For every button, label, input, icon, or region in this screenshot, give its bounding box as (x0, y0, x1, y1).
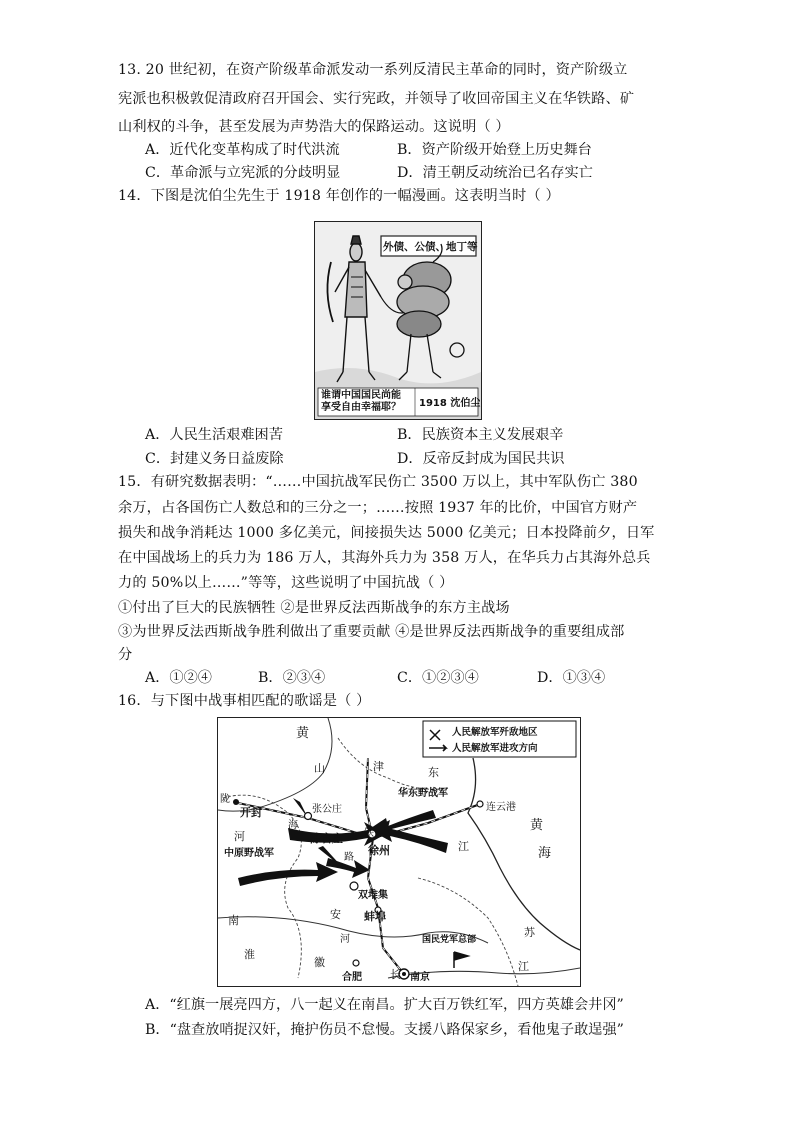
q15-stem-line-1: 15．有研究数据表明：“……中国抗战军民伤亡 3500 万以上，其中军队伤亡 380 (118, 474, 638, 490)
map-label: 海 (538, 846, 552, 861)
q15-item-line-3: 分 (118, 647, 133, 663)
cartoon-figure (314, 221, 482, 420)
q15-stem-line-2: 余万，占各国伤亡人数总和的三分之一；……按照 1937 年的比价，中国官方财产 (118, 500, 638, 516)
q14-stem: 14．下图是沈伯尘先生于 1918 年创作的一幅漫画。这表明当时（ ） (118, 188, 560, 204)
map-label: 徐州 (368, 844, 390, 857)
q13-option-d: D．清王朝反动统治已名存实亡 (397, 165, 593, 181)
map-label: 南 (228, 914, 239, 927)
map-label: 黄 (296, 726, 310, 741)
q15-item-line-1: ①付出了巨大的民族牺牲 ②是世界反法西斯战争的东方主战场 (118, 600, 510, 616)
q13-option-c: C．革命派与立宪派的分歧明显 (145, 165, 341, 181)
map-label: 安 (330, 908, 341, 921)
map-label: 东 (428, 766, 439, 779)
map-label: 陈官庄 (310, 832, 343, 845)
q16-stem: 16．与下图中战事相匹配的歌谣是（ ） (118, 693, 371, 709)
map-label: 海 (288, 820, 298, 831)
map-label: 张公庄 (312, 804, 342, 815)
q15-stem-line-5: 力的 50%以上……”等等，这些说明了中国抗战（ ） (118, 575, 454, 591)
map-label: 国民党军总部 (422, 935, 477, 945)
q15-stem-line-4: 在中国战场上的兵力为 186 万人，其海外兵力为 358 万人，在华兵力占其海外总兵 (118, 550, 651, 566)
map-label: 黄 (530, 818, 544, 833)
huaihai-map-figure (217, 717, 581, 987)
q13-stem-line-1: 13. 20 世纪初，在资产阶级革命派发动一系列反清民主革命的同时，资产阶级立 (118, 62, 628, 78)
map-label: 双堆集 (358, 890, 388, 901)
map-label: 路 (344, 852, 354, 863)
map-label: 陇 (220, 794, 230, 805)
map-label: 华东野战军 (398, 788, 448, 799)
map-label: 铁 (364, 828, 374, 839)
map-label: 长 (390, 968, 401, 981)
map-legend-1: 人民解放军歼敌地区 (452, 727, 538, 738)
cartoon-caption-right: 1918 沈伯尘 (419, 398, 481, 409)
q14-option-b: B．民族资本主义发展艰辛 (397, 427, 564, 443)
map-label: 河 (234, 830, 245, 843)
map-label: 合肥 (342, 972, 362, 983)
q15-item-line-2: ③为世界反法西斯战争胜利做出了重要贡献 ④是世界反法西斯战争的重要组成部 (118, 624, 625, 640)
q14-option-d: D．反帝反封成为国民共识 (397, 451, 565, 467)
map-label: 连云港 (486, 802, 516, 813)
map-label: 南京 (410, 972, 430, 983)
map-label: 开封 (240, 806, 262, 819)
q14-option-a: A．人民生活艰难困苦 (145, 427, 283, 443)
q13-option-b: B．资产阶级开始登上历史舞台 (397, 142, 592, 158)
map-legend-2: 人民解放军进攻方向 (452, 743, 538, 754)
q15-stem-line-3: 损失和战争消耗达 1000 多亿美元，间接损失达 5000 亿美元；日本投降前夕，日军 (118, 525, 655, 541)
map-label: 蚌埠 (364, 910, 386, 923)
map-label: 江 (518, 960, 529, 973)
map-label: 津 (373, 760, 384, 773)
q15-option-c: C．①②③④ (397, 670, 479, 686)
q16-option-a: A．“红旗一展亮四方，八一起义在南昌。扩大百万铁红军，四方英雄会井冈” (145, 997, 624, 1013)
q14-option-c: C．封建义务日益废除 (145, 451, 284, 467)
q16-option-b: B．“盘查放哨捉汉奸，掩护伤员不怠慢。支援八路保家乡，看他鬼子敢逞强” (145, 1022, 624, 1038)
cartoon-caption-left-1: 谁谓中国国民尚能 (321, 390, 401, 401)
cartoon-label-top: 外债、公债、地丁等 (383, 241, 478, 253)
map-label: 徽 (314, 956, 325, 969)
map-label: 河 (340, 934, 350, 945)
q13-stem-line-2: 宪派也积极敦促清政府召开国会、实行宪政，并领导了收回帝国主义在华铁路、矿 (118, 91, 635, 107)
q15-option-b: B．②③④ (258, 670, 326, 686)
map-label: 苏 (524, 926, 535, 939)
q13-stem-line-3: 山利权的斗争，甚至发展为声势浩大的保路运动。这说明（ ） (118, 119, 510, 135)
q13-option-a: A．近代化变革构成了时代洪流 (145, 142, 340, 158)
map-label: 淮 (244, 948, 255, 961)
q15-option-a: A．①②④ (145, 670, 212, 686)
q15-option-d: D．①③④ (537, 670, 606, 686)
map-label: 中原野战军 (224, 848, 274, 859)
map-label: 山 (314, 762, 325, 775)
cartoon-caption-left-2: 享受自由幸福耶？ (321, 402, 401, 413)
map-label: 江 (458, 840, 469, 853)
